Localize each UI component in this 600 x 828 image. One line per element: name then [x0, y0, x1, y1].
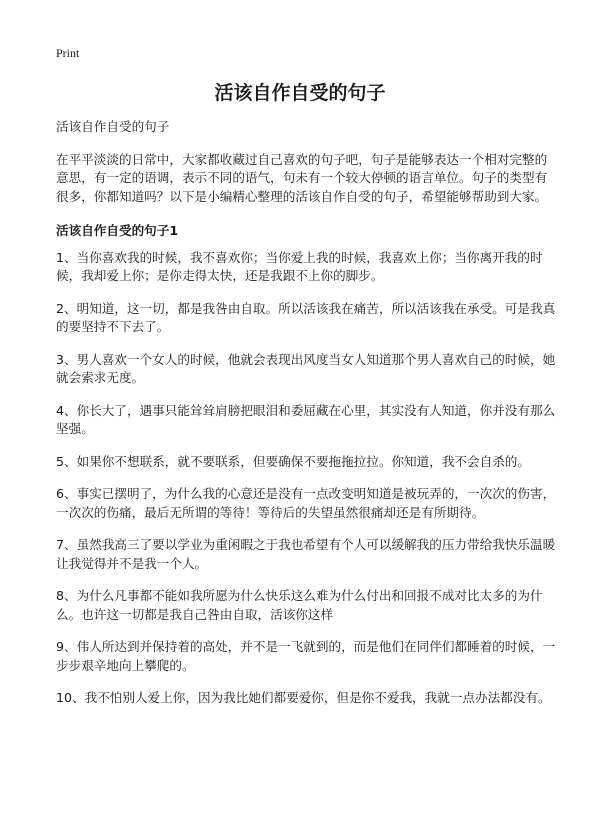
sentence-item-1: 1、当你喜欢我的时候，我不喜欢你；当你爱上我的时候，我喜欢上你；当你离开我的时候，我却爱上你；是你走得太快，还是我跟不上你的脚步。 — [56, 249, 543, 283]
sentence-item-2: 2、明知道，这一切，都是我咎由自取。所以活该我在痛苦，所以活该我在承受。可是我真的要坚持不下去了。 — [56, 300, 556, 334]
sentence-item-9: 9、伟人所达到并保持着的高处，并不是一飞就到的，而是他们在同伴们都睡着的时候，一步步艰辛地向上攀爬的。 — [56, 639, 556, 673]
page-title: 活该自作自受的句子 — [214, 82, 386, 104]
article-body — [56, 118, 556, 722]
sentence-item-6: 6、事实已摆明了，为什么我的心意还是没有一点改变明知道是被玩弄的，一次次的伤害，一次次的伤痛，最后无所谓的等待！等待后的失望虽然很痛却还是有所期待。 — [56, 486, 556, 520]
sentence-item-7: 7、虽然我高三了要以学业为重闲暇之于我也希望有个人可以缓解我的压力带给我快乐温暖让我觉得并不是我一个人。 — [56, 537, 556, 571]
sentence-item-8: 8、为什么凡事都不能如我所愿为什么快乐这么难为什么付出和回报不成对比太多的为什么。也许这一切都是我自己咎由自取，活该你这样 — [56, 588, 543, 622]
sentence-item-10: 10、我不怕别人爱上你，因为我比她们都要爱你，但是你不爱我，我就一点办法都没有。 — [56, 690, 551, 705]
print-link[interactable]: Print — [56, 46, 80, 60]
sentence-item-4: 4、你长大了，遇事只能耸耸肩膀把眼泪和委屈藏在心里，其实没有人知道，你并没有那么坚强。 — [56, 402, 556, 436]
sentence-item-5: 5、如果你不想联系，就不要联系，但要确保不要拖拖拉拉。你知道，我不会自杀的。 — [56, 453, 530, 469]
sentence-item-3: 3、男人喜欢一个女人的时候，他就会表现出风度当女人知道那个男人喜欢自己的时候，她就会索求无度。 — [56, 351, 556, 385]
article-subtitle: 活该自作自受的句子 — [56, 119, 170, 134]
section-heading: 活该自作自受的句子1 — [56, 223, 179, 238]
intro-paragraph: 在平平淡淡的日常中，大家都收藏过自己喜欢的句子吧，句子是能够表达一个相对完整的意思，有一定的语调，表示不同的语气，句未有一个较大停顿的语言单位。句子的类型有很多，你都知道吗？以下是小编精心整理的活该自作自受的句子，希望能够帮助到大家。 — [56, 151, 548, 204]
